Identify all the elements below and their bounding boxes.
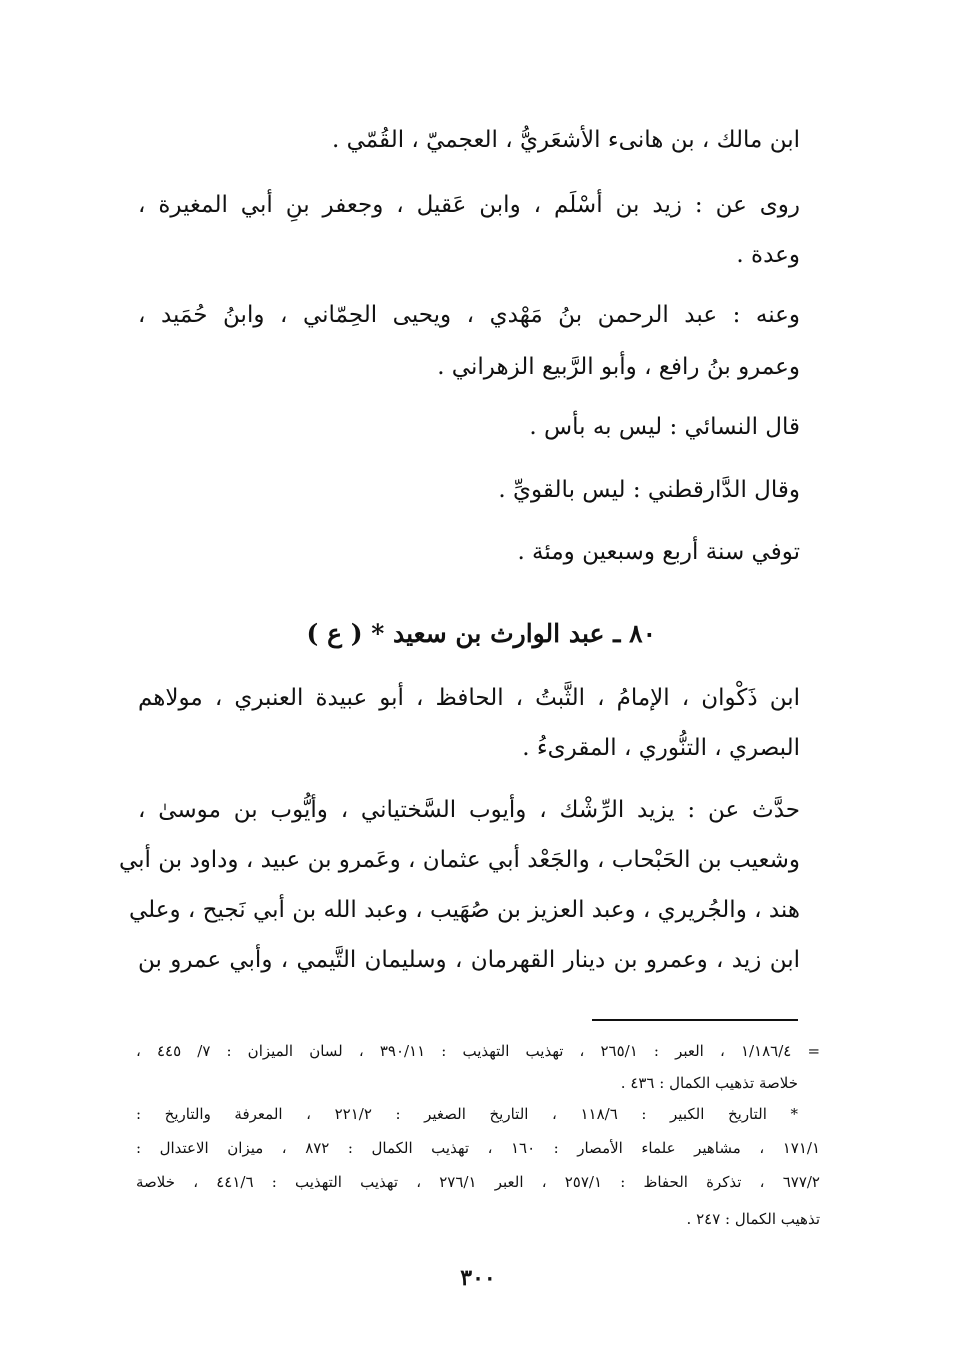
text-line-entry-narrated-4: ابن زيد ، وعمرو بن دينار القهرمان ، وسليمان التَّيمي ، وأبي عمرو بن (138, 947, 800, 973)
text-line-lineage-continuation: ابن مالك ، بن هانىء الأشعَريُّ ، العجميّ ، القُمّي . (331, 127, 800, 153)
footnote-line-continued-1: = ١/١٨٦/٤ ، العبر : ٢٦٥/١ ، تهذيب التهذيب : ٣٩٠/١١ ، لسان الميزان : ٧/ ٤٤٥ ، (136, 1042, 821, 1060)
text-line-narrators-2: وعمرو بنُ رافع ، وأبو الرَّبيع الزهراني . (437, 354, 800, 380)
entry-heading: ٨٠ ـ عبد الوارث بن سعيد * ( ع ) (306, 619, 656, 648)
text-line-entry-narrated-3: هند ، والجُريري ، وعبد العزيز بن صُهَيب ، وعبد الله بن أبي نَجيح ، وعلي (128, 897, 800, 923)
page-number: ٣٠٠ (460, 1265, 496, 1291)
text-line-entry-narrated-1: حدَّث عن : يزيد الرِّشْك ، وأيوب السَّختياني ، وأيُّوب بن موسىٰ ، (138, 797, 800, 823)
footnote-line-star-4: تذهيب الكمال : ٢٤٧ . (686, 1210, 820, 1228)
text-line-narrated-from-1: روى عن : زيد بن أسْلَم ، وابن عَقيل ، وجعفر بنِ أبي المغيرة ، (138, 192, 800, 218)
text-line-narrated-from-2: وعدة . (736, 242, 800, 268)
footnote-line-continued-2: خلاصة تذهيب الكمال : ٤٣٦ . (620, 1074, 798, 1092)
text-line-death-year: توفي سنة أربع وسبعين ومئة . (517, 539, 800, 565)
text-line-entry-narrated-2: وشعيب بن الحَبْحاب ، والجَعْد أبي عثمان ، وعَمرو بن عبيد ، وداود بن أبي (118, 847, 800, 873)
text-line-nasai-assessment: قال النسائي : ليس به بأس . (529, 414, 800, 440)
text-line-daraqutni-assessment: وقال الدَّارقطني : ليس بالقويِّ . (498, 477, 800, 503)
footnote-line-star-3: ٦٧٧/٢ ، تذكرة الحفاظ : ٢٥٧/١ ، العبر ٢٧٦/١ ، تهذيب التهذيب : ٤٤١/٦ ، خلاصة (136, 1173, 820, 1191)
footnote-separator (592, 1019, 798, 1021)
footnote-line-star-1: * التاريخ الكبير : ١١٨/٦ ، التاريخ الصغير : ٢٢١/٢ ، المعرفة والتاريخ : (136, 1105, 798, 1123)
footnote-line-star-2: ١٧١/١ ، مشاهير علماء الأمصار : ١٦٠ ، تهذيب الكمال : ٨٧٢ ، ميزان الاعتدال : (136, 1139, 820, 1157)
text-line-entry-intro-2: البصري ، التنُّوري ، المقرىءُ . (522, 735, 800, 761)
text-line-entry-intro-1: ابن ذَكْوان ، الإمامُ ، الثَّبتُ ، الحافظ ، أبو عبيدة العنبري ، مولاهم (138, 685, 800, 711)
text-line-narrators-1: وعنه : عبد الرحمن بنُ مَهْدي ، ويحيى الحِمّاني ، وابنُ حُمَيد ، (138, 302, 800, 328)
